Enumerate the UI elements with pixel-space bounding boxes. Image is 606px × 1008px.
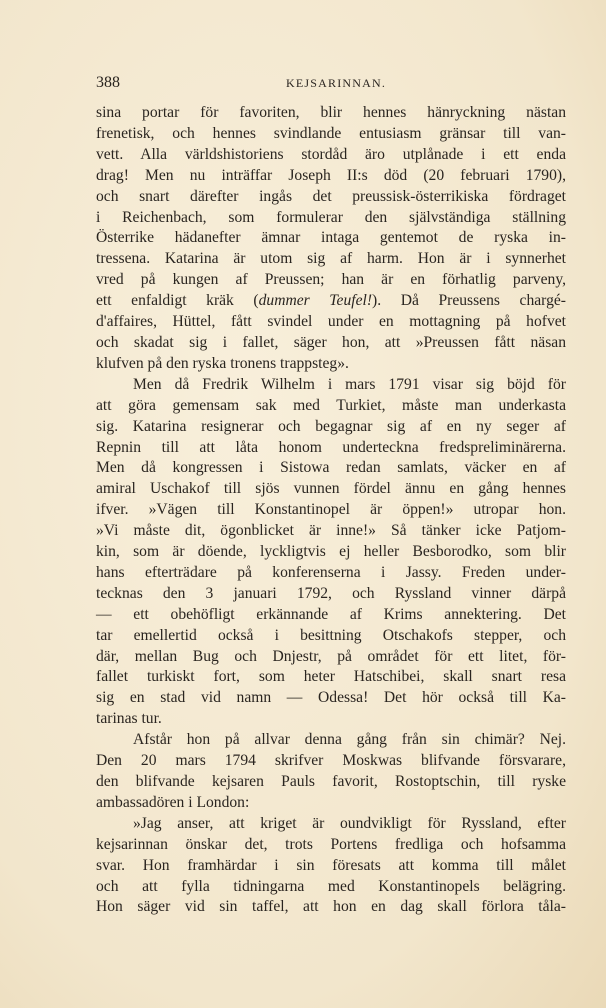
- text-line: Den 20 mars 1794 skrifver Moskwas blifvande försvarare,: [96, 752, 566, 770]
- text-line: sig en stad vid namn — Odessa! Det hör också till Ka-: [96, 689, 566, 707]
- text-line: sig. Katarina resignerar och begagnar sig af en ny seger af: [96, 417, 566, 435]
- text-line: Österrike hädanefter ämnar intaga gentemot de ryska in-: [96, 229, 566, 247]
- text-line: tarinas tur.: [96, 710, 162, 728]
- running-head: KEJSARINNAN.: [286, 76, 387, 90]
- text-line: vred på kungen af Preussen; han är en förhatlig parveny,: [96, 271, 566, 289]
- text-segment: ). Då Preussens chargé-: [372, 292, 566, 310]
- text-line: d'affaires, Hüttel, fått svindel under en mottagning på hofvet: [96, 313, 566, 331]
- text-line: sina portar för favoriten, blir hennes hänryckning nästan: [96, 104, 566, 121]
- text-line: — ett obehöfligt erkännande af Krims annektering. Det: [96, 605, 566, 623]
- text-line: hans efterträdare på konferenserna i Jassy. Freden under-: [96, 563, 566, 581]
- text-line: att göra gemensam sak med Turkiet, måste man underkasta: [96, 396, 566, 414]
- text-line: tecknas den 3 januari 1792, och Ryssland vinner därpå: [96, 584, 566, 602]
- text-line: drag! Men nu inträffar Joseph II:s död (20 februari 1790),: [96, 166, 566, 184]
- text-line: vett. Alla världshistoriens stordåd äro utplånade i ett enda: [96, 145, 566, 163]
- text-line: i Reichenbach, som formulerar den självständiga ställning: [96, 208, 566, 226]
- text-line: den blifvande kejsaren Pauls favorit, Rostoptschin, till ryske: [96, 773, 566, 790]
- body-text: [96, 103, 566, 918]
- text-line: tar emellertid också i besittning Otschakofs stepper, och: [96, 626, 566, 644]
- text-line: Men då kongressen i Sistowa redan samlats, väcker en af: [96, 459, 566, 477]
- text-line: och snart därefter ingås det preussisk-österrikiska fördraget: [96, 187, 566, 205]
- text-segment: ett enfaldigt kräk (: [96, 292, 259, 310]
- text-line: Men då Fredrik Wilhelm i mars 1791 visar sig böjd för: [133, 375, 566, 393]
- text-line: amiral Uschakof till sjös vunnen fördel ännu en gång hennes: [96, 480, 566, 498]
- text-line: Repnin till att låta honom underteckna fredspreliminärerna.: [96, 438, 566, 456]
- text-line: ambassadören i London:: [96, 793, 250, 811]
- text-line: och att fylla tidningarna med Konstantinopels belägring.: [96, 877, 566, 895]
- text-line: frenetisk, och hennes svindlande entusiasm gränsar till van-: [96, 124, 566, 142]
- text-line: där, mellan Bug och Dnjestr, på området för ett litet, för-: [96, 647, 566, 665]
- text-line: Hon säger vid sin taffel, att hon en dag skall förlora tåla-: [96, 898, 566, 916]
- text-line: ifver. »Vägen till Konstantinopel är öppen!» utropar hon.: [96, 501, 566, 519]
- page-number: 388: [96, 74, 120, 91]
- text-line: Afstår hon på allvar denna gång från sin chimär? Nej.: [133, 731, 566, 749]
- text-line: »Jag anser, att kriget är oundvikligt för Ryssland, efter: [133, 814, 566, 832]
- text-line: och skadat sig i fallet, säger hon, att »Preussen fått näsan: [96, 333, 566, 351]
- page-header: [96, 74, 566, 96]
- text-line: [96, 291, 566, 312]
- text-line: klufven på den ryska tronens trappsteg».: [96, 354, 349, 372]
- text-line: fallet turkiskt fort, som heter Hatschibei, skall snart resa: [96, 668, 566, 686]
- text-line: kejsarinnan önskar det, trots Portens fredliga och hofsamma: [96, 835, 566, 853]
- italic-phrase: dummer Teufel!: [258, 292, 373, 310]
- text-line: »Vi måste dit, ögonblicket är inne!» Så tänker icke Patjom-: [96, 522, 566, 540]
- text-line: kin, som är döende, lyckligtvis ej heller Besborodko, som blir: [96, 543, 566, 561]
- text-line: svar. Hon framhärdar i sin föresats att komma till målet: [96, 856, 566, 874]
- text-line: tressena. Katarina är utom sig af harm. Hon är i synnerhet: [96, 250, 566, 268]
